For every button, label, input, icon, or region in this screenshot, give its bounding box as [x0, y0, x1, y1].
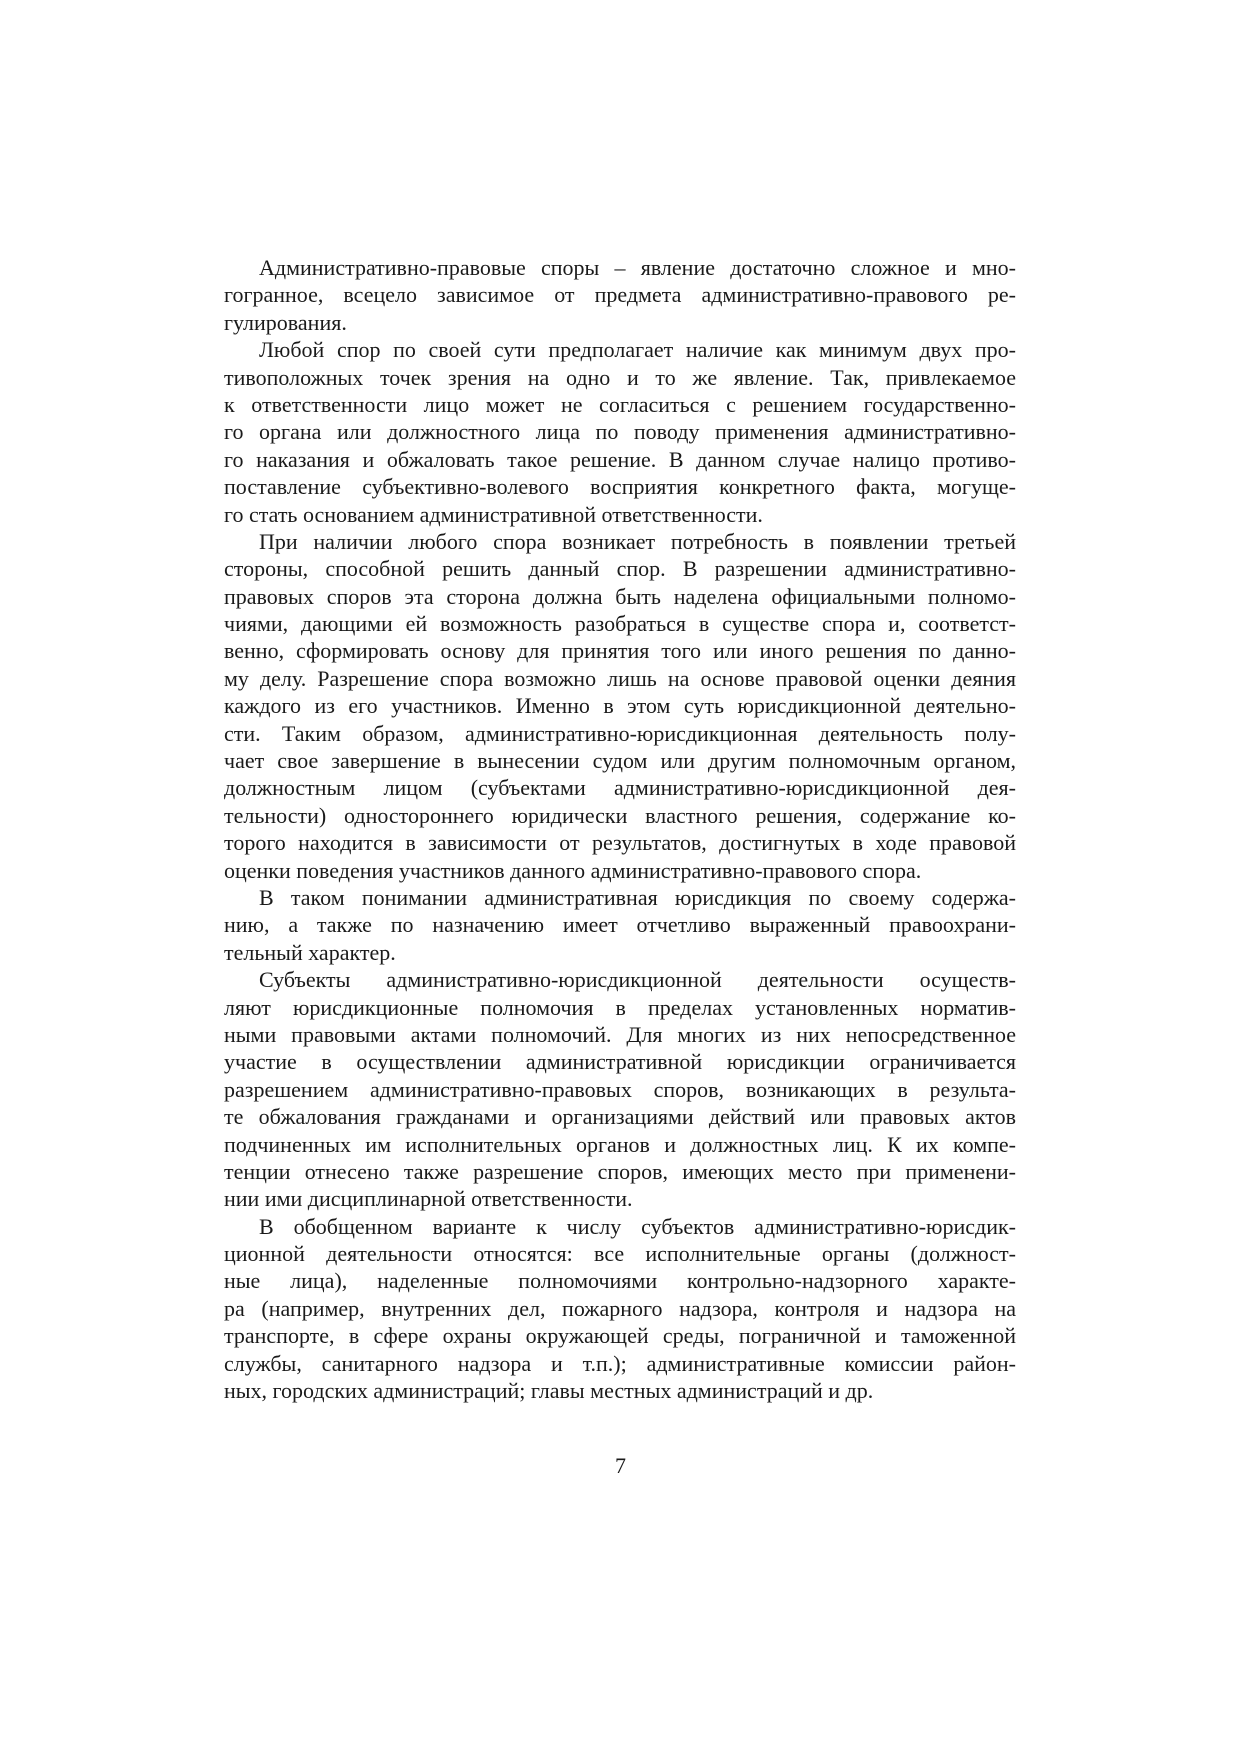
text-line: каждого из его участников. Именно в этом суть юрисдикционной деятельно- [224, 693, 1016, 719]
paragraph [224, 1213, 1016, 1405]
text-line: службы, санитарного надзора и т.п.); административные комиссии район- [224, 1350, 1016, 1376]
text-line: торого находится в зависимости от результатов, достигнутых в ходе правовой [224, 830, 1016, 856]
text-line: сти. Таким образом, административно-юрисдикционная деятельность полу- [224, 720, 1016, 746]
paragraph [224, 336, 1016, 528]
text-line: го наказания и обжаловать такое решение. В данном случае налицо противо- [224, 446, 1016, 472]
text-line: те обжалования гражданами и организациями действий или правовых актов [224, 1104, 1016, 1130]
text-line: При наличии любого спора возникает потребность в появлении третьей [259, 528, 1016, 554]
text-line: ных, городских администраций; главы местных администраций и др. [224, 1378, 874, 1404]
text-line: поставление субъективно-волевого восприятия конкретного факта, могуще- [224, 474, 1016, 500]
text-line: тенции отнесено также разрешение споров, имеющих место при применени- [224, 1158, 1016, 1184]
text-line: стороны, способной решить данный спор. В разрешении административно- [224, 556, 1016, 582]
text-line: ционной деятельности относятся: все исполнительные органы (должност- [224, 1241, 1016, 1267]
text-line: го стать основанием административной ответственности. [224, 501, 763, 527]
text-line: В таком понимании административная юрисдикция по своему содержа- [259, 884, 1016, 910]
text-line: венно, сформировать основу для принятия того или иного решения по данно- [224, 638, 1016, 664]
text-line: ра (например, внутренних дел, пожарного надзора, контроля и надзора на [224, 1295, 1016, 1321]
text-line: ные лица), наделенные полномочиями контрольно-надзорного характе- [224, 1268, 1016, 1294]
page-number: 7 [615, 1453, 626, 1478]
text-line: транспорте, в сфере охраны окружающей среды, пограничной и таможенной [224, 1323, 1016, 1349]
text-line: му делу. Разрешение спора возможно лишь на основе правовой оценки деяния [224, 665, 1016, 691]
text-line: тельный характер. [224, 939, 396, 965]
text-line: В обобщенном варианте к числу субъектов административно-юрисдик- [259, 1213, 1016, 1239]
text-line: разрешением административно-правовых споров, возникающих в результа- [224, 1076, 1016, 1102]
text-line: нии ими дисциплинарной ответственности. [224, 1186, 633, 1212]
text-line: чиями, дающими ей возможность разобраться в существе спора и, соответст- [224, 611, 1016, 637]
paragraph [224, 528, 1016, 884]
paragraph [224, 966, 1016, 1213]
text-line: тивоположных точек зрения на одно и то же явление. Так, привлекаемое [224, 364, 1016, 390]
text-line: к ответственности лицо может не согласиться с решением государственно- [224, 391, 1016, 417]
text-line: ляют юрисдикционные полномочия в пределах установленных норматив- [224, 994, 1016, 1020]
text-line: должностным лицом (субъектами административно-юрисдикционной дея- [224, 775, 1016, 801]
text-line: го органа или должностного лица по поводу применения административно- [224, 419, 1016, 445]
text-line: ными правовыми актами полномочий. Для многих из них непосредственное [224, 1021, 1016, 1047]
text-line: Субъекты административно-юрисдикционной деятельности осуществ- [259, 967, 1016, 993]
text-line: гулирования. [224, 309, 347, 335]
text-line: Административно-правовые споры – явление достаточно сложное и мно- [259, 255, 1016, 280]
text-line: Любой спор по своей сути предполагает наличие как минимум двух про- [259, 337, 1016, 363]
text-line: подчиненных им исполнительных органов и должностных лиц. К их компе- [224, 1131, 1016, 1157]
text-line: правовых споров эта сторона должна быть наделена официальными полномо- [224, 583, 1016, 609]
text-line: оценки поведения участников данного административно-правового спора. [224, 857, 922, 883]
body-text [224, 254, 1016, 1404]
text-line: тельности) одностороннего юридически властного решения, содержание ко- [224, 802, 1016, 828]
text-line: участие в осуществлении административной юрисдикции ограничивается [224, 1049, 1016, 1075]
paragraph [224, 254, 1016, 336]
text-line: гогранное, всецело зависимое от предмета административно-правового ре- [224, 282, 1016, 308]
text-line: нию, а также по назначению имеет отчетливо выраженный правоохрани- [224, 912, 1016, 938]
paragraph [224, 884, 1016, 966]
text-line: чает свое завершение в вынесении судом или другим полномочным органом, [224, 748, 1016, 774]
